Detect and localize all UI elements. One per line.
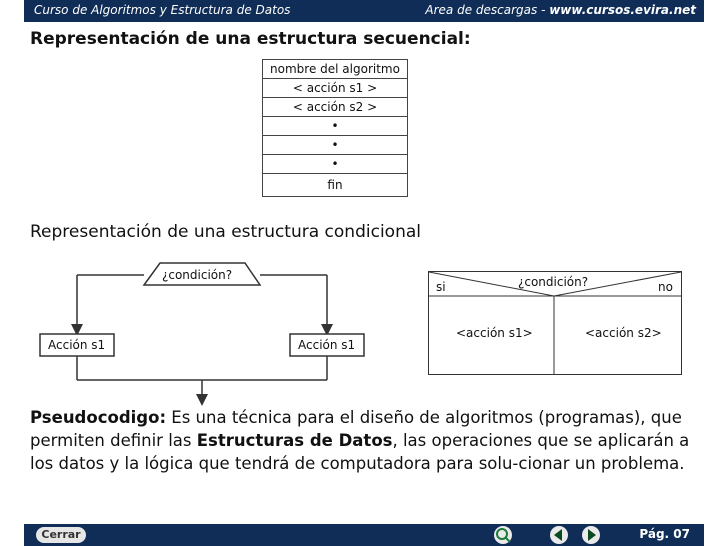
pseudocode-text-2: , las operaciones que se aplicarán a los datos y la lógica que tendrá de computadora para solu-cionar un problema. (30, 431, 690, 473)
ns-yes-label: si (436, 280, 446, 294)
pseudocode-term: Pseudocodigo: (30, 408, 167, 427)
pseudocode-paragraph (30, 406, 700, 475)
flow-left-action-label: Acción s1 (48, 338, 106, 352)
seq-row: nombre del algoritmo (263, 60, 407, 79)
ns-no-label: no (658, 280, 673, 294)
close-button[interactable]: Cerrar (36, 527, 86, 543)
seq-row: < acción s2 > (263, 98, 407, 117)
pseudocode-bold-term: Estructuras de Datos (196, 431, 393, 450)
previous-arrow-icon[interactable] (550, 526, 568, 544)
seq-row: • (263, 117, 407, 136)
footer-bar (24, 524, 704, 546)
ns-left-action-label: <acción s1> (456, 326, 533, 340)
page-number: Pág. 07 (639, 527, 690, 541)
zoom-icon[interactable] (494, 526, 512, 544)
sequential-heading: Representación de una estructura secuencial: (30, 29, 471, 49)
downloads-link[interactable]: www.cursos.evira.net (549, 3, 696, 17)
ns-right-action-label: <acción s2> (585, 326, 662, 340)
flow-condition-label: ¿condición? (162, 268, 233, 282)
seq-row: fin (327, 178, 343, 192)
course-title: Curso de Algoritmos y Estructura de Datos (34, 3, 291, 17)
ns-condition-label: ¿condición? (518, 275, 589, 289)
flow-right-action-label: Acción s1 (298, 338, 356, 352)
seq-row: • (263, 136, 407, 155)
conditional-heading: Representación de una estructura condicional (30, 222, 421, 242)
next-arrow-icon[interactable] (582, 526, 600, 544)
downloads-label: Area de descargas - (425, 3, 550, 17)
pseudocode-text-1: Es una técnica para el diseño de algoritmos (programas), que permiten definir las (30, 408, 682, 450)
seq-row: < acción s1 > (263, 79, 407, 98)
seq-row: • (263, 155, 407, 174)
